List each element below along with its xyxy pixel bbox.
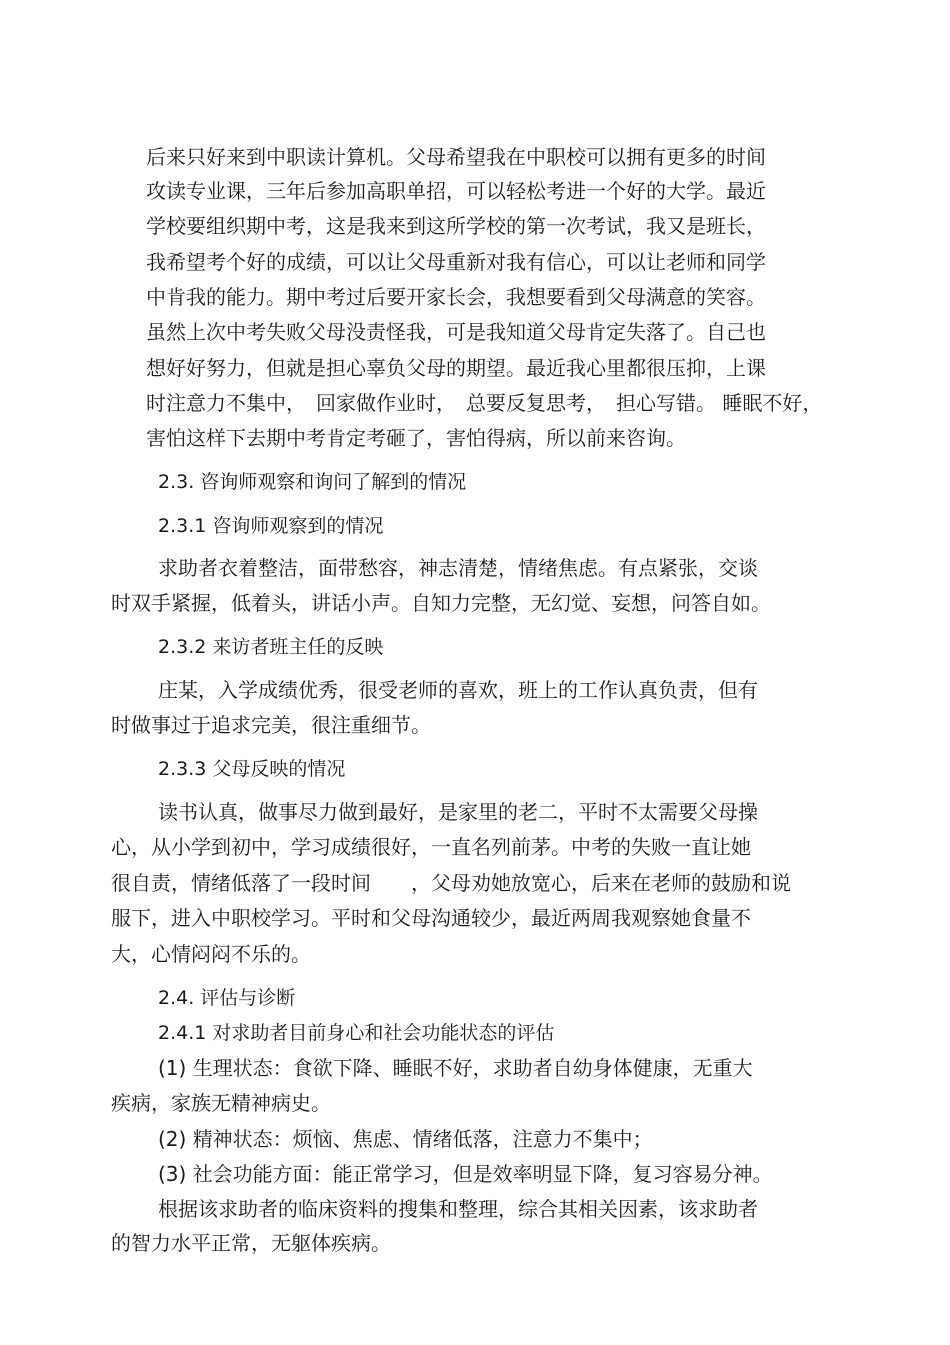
paragraph-line: 后来只好来到中职读计算机。父母希望我在中职校可以拥有更多的时间 [146, 145, 766, 169]
paragraph-line: 服下，进入中职校学习。平时和父母沟通较少，最近两周我观察她食量不 [111, 906, 751, 930]
subsection-heading: 2.3.1 咨询师观察到的情况 [158, 515, 384, 537]
paragraph-line: 我希望考个好的成绩，可以让父母重新对我有信心，可以让老师和同学 [146, 250, 766, 274]
list-item: (3) 社会功能方面：能正常学习，但是效率明显下降，复习容易分神。 [158, 1162, 773, 1186]
paragraph-line: 心，从小学到初中，学习成绩很好，一直名列前茅。中考的失败一直让她 [111, 835, 751, 859]
paragraph-line: 大，心情闷闷不乐的。 [111, 942, 311, 966]
subsection-heading: 2.4.1 对求助者目前身心和社会功能状态的评估 [158, 1022, 555, 1044]
subsection-heading: 2.3.2 来访者班主任的反映 [158, 636, 384, 658]
paragraph-line: 读书认真，做事尽力做到最好，是家里的老二，平时不太需要父母操 [158, 800, 758, 824]
paragraph-line: 根据该求助者的临床资料的搜集和整理，综合其相关因素，该求助者 [158, 1197, 758, 1221]
paragraph-line: 疾病，家族无精神病史。 [111, 1091, 331, 1115]
paragraph-line: 虽然上次中考失败父母没责怪我，可是我知道父母肯定失落了。自己也 [146, 320, 766, 344]
paragraph-line: 的智力水平正常，无躯体疾病。 [111, 1231, 391, 1255]
paragraph-line: 庄某，入学成绩优秀，很受老师的喜欢，班上的工作认真负责，但有 [158, 678, 758, 702]
list-item: (2) 精神状态：烦恼、焦虑、情绪低落，注意力不集中； [158, 1127, 653, 1151]
paragraph-line: 害怕这样下去期中考肯定考砸了，害怕得病，所以前来咨询。 [146, 426, 686, 450]
list-item: (1) 生理状态：食欲下降、睡眠不好，求助者自幼身体健康，无重大 [158, 1056, 753, 1080]
section-heading: 2.4. 评估与诊断 [158, 987, 296, 1009]
paragraph-line: 时做事过于追求完美，很注重细节。 [111, 713, 431, 737]
paragraph-line: 中肯我的能力。期中考过后要开家长会，我想要看到父母满意的笑容。 [146, 285, 766, 309]
paragraph-line: 学校要组织期中考，这是我来到这所学校的第一次考试，我又是班长， [146, 214, 766, 238]
paragraph-line: 时双手紧握，低着头，讲话小声。自知力完整，无幻觉、妄想，问答自如。 [111, 591, 771, 615]
paragraph-line: 时注意力不集中， 回家做作业时， 总要反复思考， 担心写错。 睡眠不好， [146, 391, 823, 415]
paragraph-line: 攻读专业课，三年后参加高职单招，可以轻松考进一个好的大学。最近 [146, 179, 766, 203]
paragraph-line: 想好好努力，但就是担心辜负父母的期望。最近我心里都很压抑，上课 [146, 356, 766, 380]
section-heading: 2.3. 咨询师观察和询问了解到的情况 [158, 471, 467, 493]
paragraph-line: 求助者衣着整洁，面带愁容，神志清楚，情绪焦虑。有点紧张，交谈 [158, 556, 758, 580]
paragraph-line: 很自责，情绪低落了一段时间 ，父母劝她放宽心，后来在老师的鼓励和说 [111, 871, 791, 895]
subsection-heading: 2.3.3 父母反映的情况 [158, 758, 346, 780]
